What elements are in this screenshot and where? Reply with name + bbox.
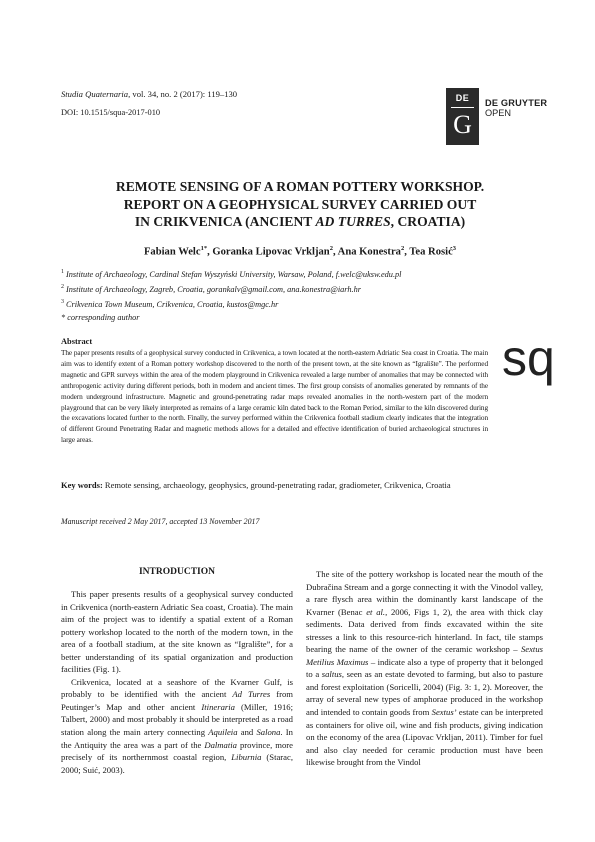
affiliation-sup: 2 <box>61 284 64 291</box>
journal-name: Studia Quaternaria <box>61 89 129 99</box>
body-column-right <box>306 568 543 769</box>
italic-run: Dalmatia <box>204 739 237 750</box>
manuscript-dates: Manuscript received 2 May 2017, accepted 13 November 2017 <box>61 517 260 526</box>
title-line-3-a: IN CRIKVENICA (ANCIENT <box>134 214 316 229</box>
text-run: province, more precisely of its northernmost coastal region, <box>61 739 293 763</box>
abstract-text: The paper presents results of a geophysical survey conducted in Crikvenica, a town located at the north-eastern Adriatic Sea coast in Croatia. The main aim was to identify extent of a Roman pottery workshop discovered to the north of the present town, at the site known as “Igralište”. The performed magnetic and GPR surveys within the area of the modern playground in Crikvenica revealed a large number of anomalies that may be connected with anthropogenic activity during different periods, both in modern and ancient times. The first group consists of anomalies generated by remnants of the modern underground infrastructure. Magnetic and ground-penetrating radar maps revealed anomalies in the north-western part of the modern playground that can be very likely interpreted as remains of a large ceramic kiln dated back to the Roman Period, similar to the kiln discovered during the excavations located further to the north. Finally, the survey performed within the Crikvenica football stadium clearly indicates that the integration of different Ground Penetrating Radar and magnetic methods allows for a detailed and effective identification of buried archaeological structures in large areas. <box>61 348 488 445</box>
publisher-name <box>485 98 547 118</box>
title-line-3-italic: AD TURRES <box>315 214 391 229</box>
title-line-3-c: , CROATIA) <box>390 214 466 229</box>
text-run: , 2006, Figs 1, 2), the area with thick clay sediments. Data derived from finds excavated within the site stresses a link to this resource-rich hinterland. In fact, tile stamps bearing the name of the owner of the ceramic workshop – <box>306 606 543 655</box>
affiliations <box>61 266 402 324</box>
author-sup: 3 <box>452 245 457 252</box>
text-run: , seen as an estate devoted to farming, but also to pasture and forest exploitation (Soricelli, 2004) (Fig. 3: 1, 2). Moreover, the array of several new types of amphorae produced in the workshop and intended to contain goods from <box>306 669 543 718</box>
text-run: and <box>237 727 257 738</box>
italic-run: et al. <box>366 606 386 617</box>
affiliation-sup: 1 <box>61 269 64 275</box>
publisher-logo <box>446 88 479 145</box>
corresponding-note: * corresponding author <box>61 313 140 323</box>
text-run: (Starac, 2000; Suić, 2003). <box>61 752 293 775</box>
publisher-name-line2: OPEN <box>485 108 512 118</box>
journal-mark: sq <box>502 330 555 386</box>
author-sup: 2 <box>329 245 333 252</box>
keywords <box>61 479 491 491</box>
text-run: . In the Antiquity the area was a part of the <box>61 727 293 750</box>
publisher-name-line1: DE GRUYTER <box>485 98 548 108</box>
author-sup: 2 <box>400 245 405 252</box>
author-sup: 1* <box>200 245 208 252</box>
section-heading: INTRODUCTION <box>138 567 215 577</box>
journal-citation <box>61 88 237 100</box>
paragraph <box>61 676 293 776</box>
italic-run: Ad Turres <box>232 689 271 700</box>
paragraph <box>306 568 543 769</box>
author-list: Fabian Welc$^{1*}$, Goranka Lipovac Vrkljan$^2$, Ana Konestra$^2$, Tea Rosić$^3$ <box>143 245 457 258</box>
italic-run: Salona <box>256 727 281 738</box>
text-run: The site of the pottery workshop is located near the mouth of the Dubračina Stream and a gorge connecting it with the Vinodol valley, a rare flysch area within the dominantly karst landscape of the Kvarner (Benac <box>306 569 543 617</box>
affiliation-text: Crikvenica Town Museum, Crikvenica, Croatia, kustos@mgc.hr <box>66 299 279 309</box>
text-run: from Peutinger’s Map and other ancient <box>61 689 293 712</box>
italic-run: Aquileia <box>208 727 238 738</box>
logo-rule <box>451 107 474 108</box>
affiliation <box>61 296 402 311</box>
text-run: – indicate also a type of property that it belonged to a <box>306 656 543 680</box>
logo-g: G <box>453 110 472 139</box>
italic-run: Liburnia <box>231 752 262 763</box>
keywords-label: Key words: <box>61 480 103 490</box>
text-run: (Miller, 1916; Talbert, 2000) and most probably it should be interpreted as a road station along the main artery connecting <box>61 701 293 738</box>
affiliation-text: Institute of Archaeology, Zagreb, Croatia, gorankalv@gmail.com, ana.konestra@iarh.hr <box>66 284 361 294</box>
journal-details: , vol. 34, no. 2 (2017): 119–130 <box>128 89 238 99</box>
affiliation <box>61 281 402 296</box>
affiliation <box>61 266 402 281</box>
italic-run: Sextus Metilius Maximus <box>306 644 543 667</box>
text-run: estate can be interpreted as containers for olive oil, wine and fish products, giving indication on the economy of the area (Lipovac Vrkljan, 2011). Timber for fuel and also clay needed for ceramic production must have been likewise brought from the Vindol <box>306 707 543 768</box>
doi: DOI: 10.1515/squa-2017-010 <box>61 108 161 117</box>
logo-letters: DE <box>455 93 470 103</box>
affiliation-sup: 3 <box>61 299 64 306</box>
paragraph: This paper presents results of a geophysical survey conducted in Crikvenica (north-eastern Adriatic Sea coast, Croatia). The main aim of the project was to identify a spatial extent of a Roman pottery workshop located to the north of the modern town, in the area of a football stadium, at the site known as “Igralište”, for a better understanding of its spatial organization and production facilities (Fig. 1). <box>61 589 293 675</box>
author-name: Goranka Lipovac Vrkljan <box>212 246 330 258</box>
author-name: Ana Konestra <box>337 246 401 258</box>
author-name: Fabian Welc <box>143 246 201 258</box>
italic-run: saltus <box>321 669 342 680</box>
abstract-heading: Abstract <box>61 337 93 346</box>
italic-run: Itineraria <box>201 701 235 712</box>
title-line-3 <box>60 213 540 231</box>
body-column-left <box>61 588 293 776</box>
keywords-text: Remote sensing, archaeology, geophysics, ground-penetrating radar, gradiometer, Crikvenica, Croatia <box>102 480 451 490</box>
italic-run: Sextus’ <box>431 707 457 718</box>
affiliation-text: Institute of Archaeology, Cardinal Stefan Wyszyński University, Warsaw, Poland, f.welc@uksw.edu.pl <box>66 269 402 279</box>
text-run: Crikvenica, located at a seashore of the Kvarner Gulf, is probably to be identified with the ancient <box>61 676 293 700</box>
title-line-2: REPORT ON A GEOPHYSICAL SURVEY CARRIED OUT <box>123 196 477 212</box>
title-line-1: REMOTE SENSING OF A ROMAN POTTERY WORKSHOP. <box>115 179 485 194</box>
article-title <box>60 178 540 231</box>
author-name: Tea Rosić <box>409 246 453 258</box>
